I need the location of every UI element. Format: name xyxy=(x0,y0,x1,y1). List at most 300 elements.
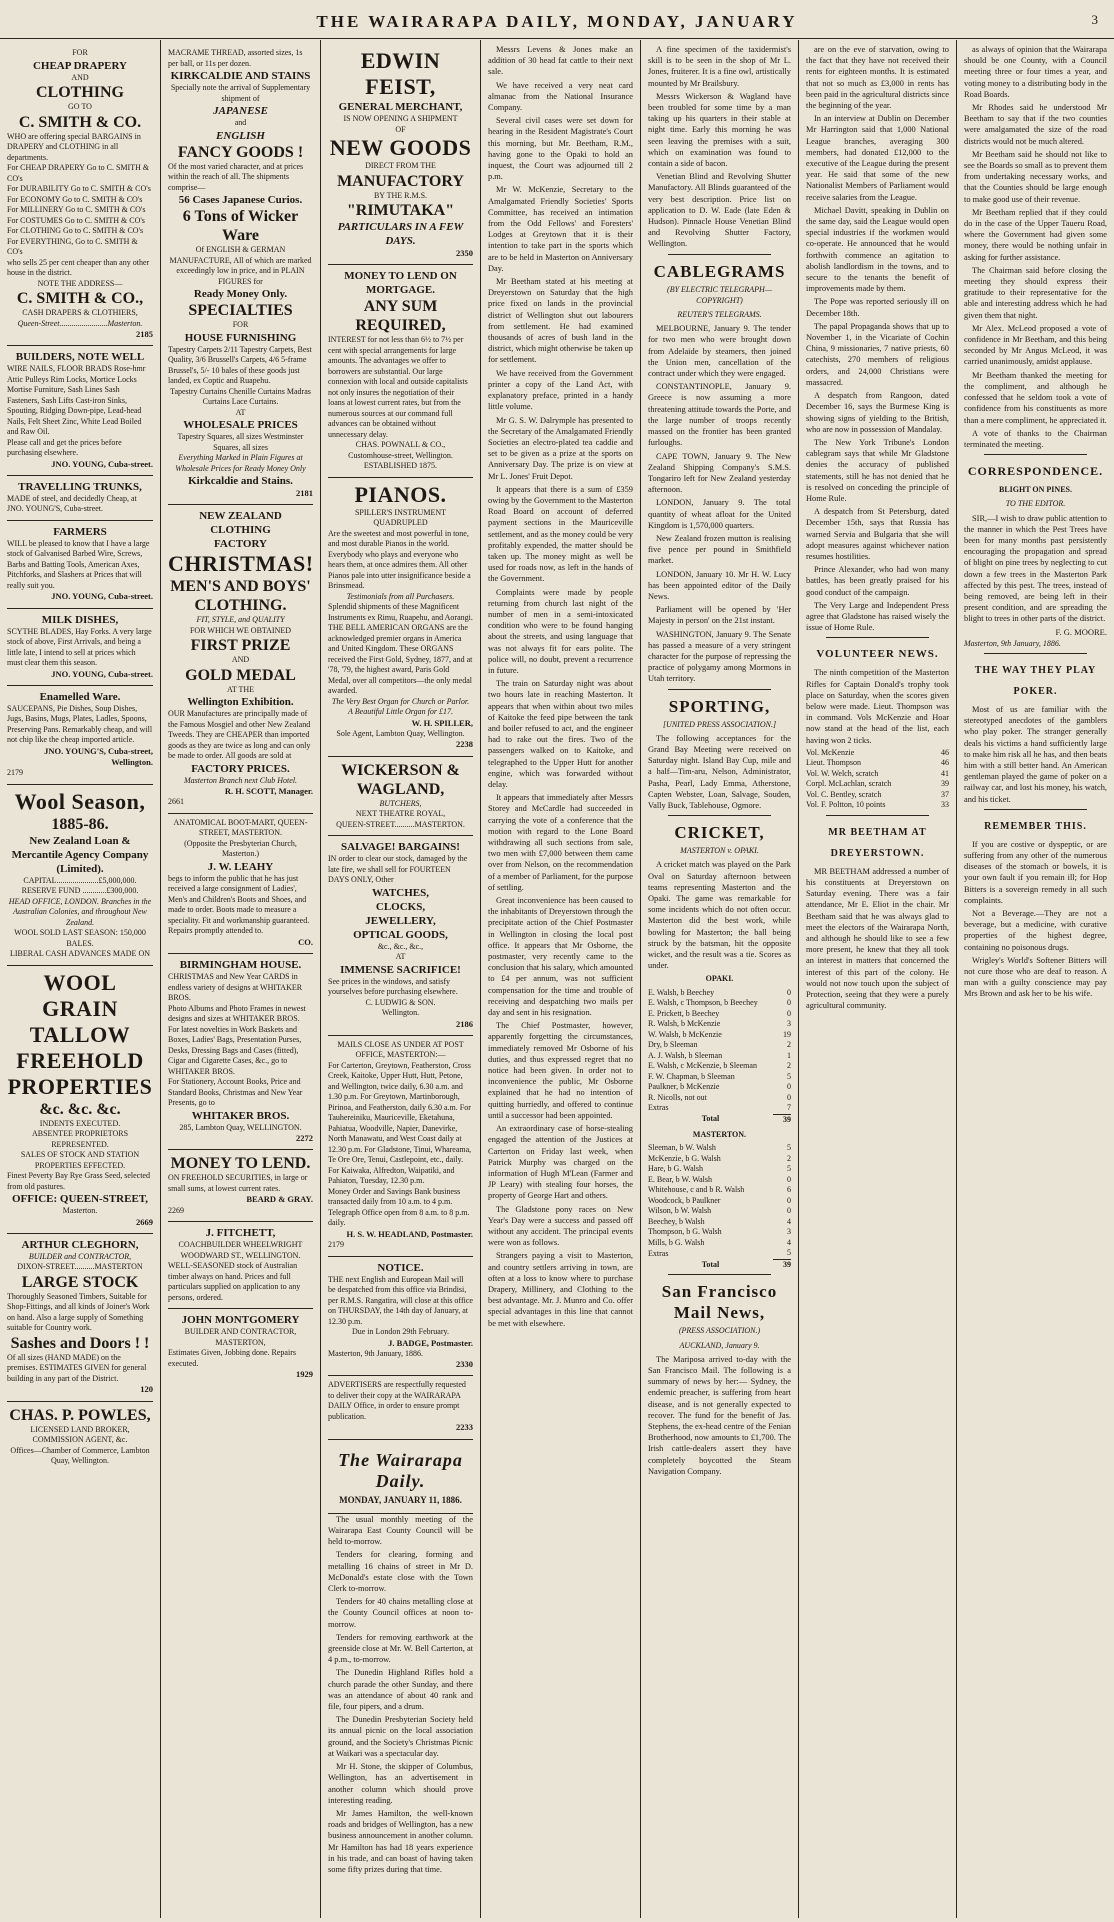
score-row xyxy=(648,1009,791,1020)
score-row xyxy=(806,800,949,811)
letter-signature: F. G. MOORE. xyxy=(1055,626,1107,637)
ad-list-item: For ECONOMY Go to C. SMITH & CO's xyxy=(7,194,143,204)
local-news xyxy=(328,1514,473,1875)
score-name: McKenzie, b G. Walsh xyxy=(648,1153,721,1163)
score-value: 19 xyxy=(783,1029,791,1039)
score-name: Vol. F. Poltton, 10 points xyxy=(806,800,886,810)
score-name: Whitehouse, c and b R. Walsh xyxy=(648,1185,745,1195)
news-paragraph: A despatch from Rangoon, dated December 16, says the Burmese King is showing signs of yielding to the British, who are now in possession of Mandalay. xyxy=(806,391,949,434)
score-value: 0 xyxy=(787,1174,791,1184)
news-paragraph: Mr Beetham said he should not like to see the Boards so small as to prevent them from undertaking necessary works, and that the Counties should be large enough to make good use of their revenue. xyxy=(964,149,1107,204)
ad-text: Due in London 29th February. xyxy=(351,1327,450,1337)
ad-heading: EDWIN FEIST, xyxy=(360,48,441,99)
ad-body: Finest Peverty Bay Rye Grass Seed, selected from old pastures. xyxy=(7,1171,150,1191)
news-paragraph: The Dunedin Presbyterian Society held its annual picnic on the local association ground, and the Society's Christmas Picnic at Waikari was a spectacular day. xyxy=(328,1715,473,1758)
ad-list-item: For MILLINERY Go to C. SMITH & CO's xyxy=(7,205,146,214)
ad-kirkcaldie xyxy=(168,44,313,505)
score-value: 4 xyxy=(787,1237,791,1247)
ad-text: FOR WHICH WE OBTAINED xyxy=(189,625,292,635)
ad-heading: ANY SUM REQUIRED, xyxy=(355,298,446,335)
ad-body: who sells 25 per cent cheaper than any other house in the district. xyxy=(7,257,150,277)
ad-heading: MONEY TO LEND ON MORTGAGE. xyxy=(344,270,457,297)
paper-nameplate xyxy=(328,1440,473,1514)
cable-item: CONSTANTINOPLE, January 9. Greece is now assuming a more threatening attitude towards the Porte, and the large number of troops recently massed on the frontier has been granted furloughs. xyxy=(648,382,791,448)
news-paragraph: The Very Large and Independent Press agree that Gladstone has raised wisely the issue of Home Rule. xyxy=(806,600,949,633)
score-row xyxy=(648,1206,791,1217)
ad-heading: MAILS CLOSE AS UNDER AT POST OFFICE, MASTERTON:— xyxy=(337,1039,464,1060)
score-value: 4 xyxy=(787,1216,791,1226)
score-row xyxy=(648,1248,791,1259)
column-2 xyxy=(160,40,320,1918)
section-title-sporting: SPORTING, xyxy=(668,696,771,716)
section-title-remember: REMEMBER THIS. xyxy=(984,820,1087,832)
ad-text: FIT, STYLE, and QUALITY xyxy=(196,615,285,625)
ad-text: AT xyxy=(395,952,406,962)
score-name: Wilson, b W. Walsh xyxy=(648,1206,712,1216)
ad-body: WELL-SEASONED stock of Australian timber always on hand. Prices and full particulars supplied on application to any persons, ordered. xyxy=(168,1261,301,1302)
news-paragraph: as always of opinion that the Wairarapa should be one County, with a Council meeting three or four times a year, and voting money to a distributing body in the Road Boards. xyxy=(964,45,1107,99)
news-paragraph: Mr Rhodes said he understood Mr Beetham to say that if the two counties were amalgamated the size of the road districts would not be much altered. xyxy=(964,103,1107,146)
score-row xyxy=(806,779,949,790)
ad-text: NOTE THE ADDRESS— xyxy=(37,278,123,288)
score-value: 39 xyxy=(941,779,949,789)
ad-signature: C. LUDWIG & SON. xyxy=(365,997,436,1007)
score-name: Dry, b Sleeman xyxy=(648,1040,698,1050)
ad-text: DAYS. xyxy=(385,235,416,247)
ad-text: QUEEN-STREET..........MASTERTON. xyxy=(336,819,465,829)
team-title: MASTERTON. xyxy=(692,1130,747,1140)
ad-milk-dishes xyxy=(7,609,153,686)
ad-text: OF xyxy=(395,124,406,134)
score-name: Vol. McKenzie xyxy=(806,747,855,757)
news-paragraph: are on the eve of starvation, owing to the fact that they have not received their rents for eighteen months. It is estimated that not so much as £3,000 in rents has been paid in the agricultural districts since the beginning of the year. xyxy=(806,45,949,111)
ad-signature: R. H. SCOTT, Manager. xyxy=(224,786,313,797)
score-row xyxy=(648,1154,791,1165)
divider xyxy=(668,1274,771,1275)
news-paragraph: MR BEETHAM addressed a number of his constituents at Dreyerstown on Saturday evening. There was a fair attendance, Mr E. Eliot in the chair. Mr Beetham said that he was always glad to meet the electors of the Wairarapa North, and although he should like to see a few more present, he knew that they all took an interest in matters that concerned the interest of this part of the colony. He would not now touch upon the subject of Protection, seeing that they were a purely agricultural community. xyxy=(806,866,949,1011)
ad-text: Wellington. xyxy=(381,1008,420,1018)
ad-heading: BUILDERS, NOTE WELL xyxy=(15,351,145,364)
ad-heading: C. SMITH & CO., xyxy=(16,290,144,307)
news-paragraph: The Chief Postmaster, however, apparently forgetting the circumstances, immediately removed Mr Osborne of his duties, and thus expressed regret that no notice had been given. In order not to inconvenience the public, Mr Osborne explained that he had no intention of quitting hurriedly, and offered to continue until a successor had been appointed. xyxy=(488,1021,633,1120)
ad-ref: 2233 xyxy=(456,1422,473,1433)
section-title-volunteer: VOLUNTEER NEWS. xyxy=(816,648,939,661)
news-paragraph: Messrs Wickerson & Wagland have been troubled for some time by a man taking up his quarters in their stable at night time. Early this morning he was seen leaving the premises with a suit, which on examination was found to contain a side of bacon. xyxy=(648,91,791,169)
section-title-cricket: CRICKET, xyxy=(674,823,765,843)
ad-signature: JNO. YOUNG'S, Cuba-street, Wellington. xyxy=(44,745,153,768)
ad-money-to-lend xyxy=(168,1150,313,1222)
ad-body: Thoroughly Seasoned Timbers, Suitable for Shop-Fittings, and all kinds of Joiner's Work on hand. Also a large supply of Something suitable for Country work. xyxy=(7,1291,150,1333)
news-paragraph: The ninth competition of the Masterton Rifles for Captain Donald's trophy took place on Saturday, when the scores given below were made. Lieut. Thompson was in command. Vols McKenzie and Hoar now stand at the head of the list, each having won 2 ticks. xyxy=(806,668,949,745)
column-5 xyxy=(640,40,798,1918)
score-row xyxy=(648,1217,791,1228)
ad-heading: 56 Cases Japanese Curios. xyxy=(178,194,303,206)
news-paragraph: Mr Beetham replied that if they could do in the case of the Upper Taueru Road, where the Government had given some money, there would be nothing unfair in asking for further assistance. xyxy=(964,207,1107,262)
score-row xyxy=(648,988,791,999)
ad-signature: JNO. YOUNG, Cuba-street. xyxy=(51,458,153,469)
ad-advertisers-note xyxy=(328,1376,473,1439)
score-value: 2 xyxy=(787,1040,791,1050)
cable-item: CAPE TOWN, January 9. The New Zealand Shipping Company's S.M.S. Tongariro left for New Zealand yesterday afternoon. xyxy=(648,451,791,495)
ad-text: INDENTS EXECUTED. xyxy=(39,1118,121,1128)
ad-text: IS NOW OPENING A SHIPMENT xyxy=(343,114,458,123)
ad-text: Masterton, 9th January, 1886. xyxy=(328,1348,424,1358)
score-name: Paulkner, b McKenzie xyxy=(648,1082,720,1092)
divider xyxy=(984,454,1087,455)
ad-heading: WICKERSON & WAGLAND, xyxy=(341,761,460,798)
ad-body: WIRE NAILS, FLOOR BRADS Rose-hmr Attic Pulleys Rim Locks, Mortice Locks Mortise Furniture, Sash Lines Sash Fasteners, Sash Lifts Cast-iron Sinks, Spouting, Ridging Down-pipe, Lead-head Nails, Felt Sheet Zinc, White Lead Boiled and Raw Oil. xyxy=(7,364,146,437)
ad-list-item: For CHEAP DRAPERY Go to C. SMITH & CO's xyxy=(7,163,150,183)
news-paragraph: An extraordinary case of horse-stealing engaged the attention of the Justices at Carterton on Friday last week, when Patrick Murphy was charged on the information of Hugh M'Lean (Farmer and JP Leary) with stealing four horses, the property of George Hart and others. xyxy=(488,1124,633,1201)
ad-body: SCYTHE BLADES, Hay Forks. A very large stock of above, First Arrivals, and being a little late, I intend to sell at prices which must clear them this season. xyxy=(7,626,152,668)
score-row xyxy=(648,1072,791,1083)
ad-body: begs to inform the public that he has just received a large consignment of Ladies', Men's and Children's Boots and Shoes, and made to order. Boots made to measure a speciality. Fit and workmanship guaranteed. Repairs promptly attended to. xyxy=(168,873,310,936)
ad-heading: CLOTHING. xyxy=(194,597,287,615)
ad-heading: J. W. LEAHY xyxy=(207,860,274,873)
ad-ref: 2179 xyxy=(328,1240,344,1250)
ad-heading: J. FITCHETT, xyxy=(205,1227,276,1240)
ad-heading: FIRST PRIZE xyxy=(190,637,291,655)
ad-body: Of all sizes (HAND MADE) on the premises. ESTIMATES GIVEN for general building in any part of the District. xyxy=(7,1352,147,1383)
section-subtitle: [UNITED PRESS ASSOCIATION.] xyxy=(662,719,777,729)
ad-ref: 120 xyxy=(140,1384,153,1395)
ad-powles xyxy=(7,1402,153,1472)
ad-list-item: JEWELLERY, xyxy=(365,914,436,927)
ad-heading: JAPANESE xyxy=(213,105,268,117)
ad-body: IN order to clear our stock, damaged by the late fire, we shall sell for FOURTEEN DAYS ONLY, Other xyxy=(328,854,468,885)
news-paragraph: Prince Alexander, who had won many battles, has been greatly praised for his good conduct of the campaign. xyxy=(806,565,949,597)
score-value: 6 xyxy=(787,1185,791,1195)
ad-enamelled-ware xyxy=(7,686,153,785)
ad-heading: PIANOS. xyxy=(354,481,447,507)
ad-heading: HOUSE FURNISHING xyxy=(184,331,297,344)
ad-text: (Opposite the Presbyterian Church, Masterton.) xyxy=(184,838,297,859)
news-paragraph: Tenders for 40 chains metalling close at the County Council offices at noon to-morrow. xyxy=(328,1597,473,1629)
ad-body: ON FREEHOLD SECURITIES, in large or small sums, at lowest current rates. xyxy=(168,1173,308,1193)
ad-list-item: For EVERYTHING, Go to C. SMITH & CO's xyxy=(7,236,138,256)
score-row xyxy=(648,1103,791,1114)
ad-text: FOR xyxy=(72,48,88,57)
ad-heading: JOHN MONTGOMERY xyxy=(181,1314,300,1327)
paper-title: The Wairarapa Daily. xyxy=(338,1449,463,1491)
ad-text: LICENSED LAND BROKER, COMMISSION AGENT, &c. xyxy=(30,1424,130,1445)
news-paragraph: Mr James Hamilton, the well-known roads and bridges of Wellington, has a new business announcement in another column. Mr Hamilton has had 18 years experience in his trade, and can boast of having taken some fifty prizes during that time. xyxy=(328,1808,473,1874)
ad-ref: 2350 xyxy=(456,248,473,258)
ad-heading: LARGE STOCK xyxy=(21,1273,139,1291)
ad-heading: IMMENSE SACRIFICE! xyxy=(340,963,461,976)
score-name: W. Walsh, b McKenzie xyxy=(648,1029,722,1039)
news-paragraph: Not a Beverage.—They are not a beverage, but a medicine, with curative properties of the highest degree, containing no poisonous drugs. xyxy=(964,909,1107,952)
news-paragraph: A vote of thanks to the Chairman terminated the meeting. xyxy=(964,428,1107,449)
cable-item: New Zealand frozen mutton is realising five pence per pound in Smithfield market. xyxy=(648,533,791,566)
score-row xyxy=(648,1185,791,1196)
score-name: Woodcock, b Paulkner xyxy=(648,1195,721,1205)
ad-text: BUILDER and CONTRACTOR, xyxy=(28,1251,132,1261)
ad-ref: 2181 xyxy=(296,488,313,498)
score-row xyxy=(648,1093,791,1104)
ad-heading: NEW ZEALAND CLOTHING xyxy=(199,510,282,537)
score-name: Vol. C. Bentley, scratch xyxy=(806,789,882,799)
ad-body: ADVERTISERS are respectfully requested to deliver their copy at the WAIRARAPA DAILY Office, in order to ensure prompt publication. xyxy=(328,1380,466,1421)
ad-heading: MONEY TO LEND. xyxy=(170,1155,311,1173)
ad-text: The Very Best Organ for Church or Parlor. xyxy=(331,696,470,706)
ad-heading: CHAS. P. POWLES, xyxy=(9,1406,151,1424)
ad-heading: PROPERTIES xyxy=(7,1073,153,1099)
ad-text: BUTCHERS, xyxy=(379,798,422,808)
ad-body: Are the sweetest and most powerful in tone, and most durable Pianos in the world. Everybody who plays and everyone who hears them, at once admires them. All other Pianos pale into utter insignificance beside a Brinsmead. xyxy=(328,528,471,591)
score-value: 3 xyxy=(787,1019,791,1029)
ad-text: Customhouse-street, Wellington. xyxy=(348,450,453,460)
ad-ref: 2238 xyxy=(456,739,473,750)
score-value: 0 xyxy=(787,1082,791,1092)
ad-heading: OFFICE: QUEEN-STREET, xyxy=(11,1193,149,1206)
section-title-correspondence: CORRESPONDENCE. xyxy=(967,464,1104,479)
ad-body: For Stationery, Account Books, Price and Standard Books, Christmas and New Year Presents, go to xyxy=(168,1077,303,1108)
ad-body: Please call and get the prices before purchasing elsewhere. xyxy=(7,437,122,458)
ad-heading: SPECIALTIES xyxy=(188,302,293,319)
paper-date: MONDAY, JANUARY 11, 1886. xyxy=(339,1494,462,1505)
score-row xyxy=(648,1019,791,1030)
section-subtitle: MASTERTON v. OPAKI. xyxy=(680,846,759,856)
score-row xyxy=(648,1051,791,1062)
ad-wool-season xyxy=(7,785,153,966)
ad-mortgage xyxy=(328,265,473,478)
ad-body: Tapestry Curtains Chenille Curtains Madras Curtains Lace Curtains. xyxy=(170,386,311,406)
ad-signature: H. S. W. HEADLAND, Postmaster. xyxy=(346,1228,473,1239)
divider xyxy=(668,689,771,690)
ad-signature: CHAS. POWNALL & CO., xyxy=(355,440,446,450)
score-row xyxy=(648,1196,791,1207)
news-paragraph: Tenders for clearing, forming and metalling 16 chains of street in Mr D. McDonald's estate close with the Town Clerk to-morrow. xyxy=(328,1550,473,1594)
ad-text: AT THE xyxy=(226,684,255,694)
ad-body: Estimates Given, Jobbing done. Repairs executed. xyxy=(168,1348,296,1368)
news-paragraph: Venetian Blind and Revolving Shutter Manufactory. All Blinds guaranteed of the very best description. Price list on application to D. W. Eade (late Eden & Hudson). Pinnacle House Venetian Blind and Revolving Shutter Factory, Wellington. xyxy=(648,172,791,249)
ad-text: AND xyxy=(71,72,89,82)
ad-body: HEAD OFFICE, LONDON. Branches in the Australian Colonies, and throughout New Zealand. xyxy=(8,896,152,927)
divider xyxy=(668,815,771,816)
ad-body: See prices in the windows, and satisfy yourselves before purchasing elsewhere. xyxy=(328,976,458,997)
score-total-row xyxy=(648,1259,791,1270)
letter-addressee: TO THE EDITOR. xyxy=(1005,499,1066,509)
news-paragraph: Wrigley's World's Softener Bitters will not cure those who are deaf to reason. A man with a guilty conscience may pay Mrs Brown and ask her to be his wife. xyxy=(964,955,1107,999)
ad-ref: 2669 xyxy=(136,1216,153,1227)
ad-pianos xyxy=(328,478,473,757)
news-paragraph: A despatch from St Petersburg, dated December 15th, says that Russia has warned Servia and Bulgaria that she will adopt measures against whichever nation resumes hostilities. xyxy=(806,507,949,561)
masthead-title: THE WAIRARAPA DAILY, MONDAY, JANUARY xyxy=(316,12,798,31)
score-name: E. Prickett, b Beechey xyxy=(648,1008,720,1018)
ad-fitchett xyxy=(168,1222,313,1309)
score-value: 5 xyxy=(787,1071,791,1081)
ad-body: For Carterton, Greytown, Featherston, Cross Creek, Kaitoke, Upper Hutt, Hutt, Petone, and Wellington, twice daily, 6.30 a.m. and 1.30 p.m. For Greytown, Martinborough, Pirinoa, and Featherston, daily 6.30 a.m. For Tauhereiniku, Mauriceville, Eketahuna, Pahiatua, Woodville, Napier, Danevirke, North Manawatu, and West Coast daily at 12.30 p.m. For Gladstone, Tinui, Whareama, Te Ore Ore, Tenui, Castlepoint, etc., daily. For Kaiwaka, Alfredton, Waipatiki, and Pahiaton, Tuesday, 12.30 p.m. xyxy=(328,1060,472,1186)
ad-signature: WHITAKER BROS. xyxy=(191,1109,290,1122)
score-row xyxy=(648,1238,791,1249)
column-6 xyxy=(798,40,956,1918)
ad-text: CASH DRAPERS & CLOTHIERS, xyxy=(22,308,138,317)
ad-list-item: For COSTUMES Go to C. SMITH & CO's xyxy=(7,215,145,225)
ad-list-item: OPTICAL GOODS, xyxy=(353,928,448,941)
ad-text: FOR xyxy=(232,320,249,329)
ad-heading: Wool Season, xyxy=(14,788,146,814)
ad-text: BUILDER AND CONTRACTOR, xyxy=(184,1327,297,1337)
ad-text: DIRECT FROM THE xyxy=(365,161,436,170)
ad-text: DIXON-STREET..........MASTERTON xyxy=(17,1262,143,1272)
score-value: 0 xyxy=(787,987,791,997)
column-7 xyxy=(956,40,1114,1918)
ad-signature: JNO. YOUNG, Cuba-street. xyxy=(51,591,153,602)
letter-date: Masterton, 9th January, 1886. xyxy=(964,638,1061,648)
score-value: 2 xyxy=(787,1061,791,1071)
ad-text: AND xyxy=(231,655,250,665)
score-value: 1 xyxy=(787,1050,791,1060)
score-total-row xyxy=(648,1114,791,1125)
ad-body: Specially note the arrival of Supplementary shipment of xyxy=(170,83,311,103)
ad-heading: WOOL xyxy=(43,969,117,995)
ad-text: ABSENTEE PROPRIETORS REPRESENTED. xyxy=(31,1129,129,1149)
ad-text: SPILLER'S INSTRUMENT QUADRUPLED xyxy=(354,507,446,528)
score-value: 0 xyxy=(787,1008,791,1018)
ad-signature: W. H. SPILLER, xyxy=(411,717,473,728)
section-title-poker: THE WAY THEY PLAY POKER. xyxy=(974,664,1097,697)
ad-body: INTEREST for not less than 6½ to 7½ per cent with special arrangements for large amounts. The advantages we offer to borrowers are substantial. Our large connexion with local and outside capitalists not only insures the negotiation of their loans at lowest current rates, but from the numerous sources at our command full advances can be obtained without unnecessary delay. xyxy=(328,335,468,439)
score-value: 37 xyxy=(941,789,949,799)
ad-heading: SALVAGE! BARGAINS! xyxy=(341,841,460,854)
score-name: Extras xyxy=(648,1248,669,1258)
score-value: 5 xyxy=(787,1164,791,1174)
ad-body: OUR Manufactures are principally made of the Famous Mosgiel and other New Zealand Tweeds. They are CHEAPER than imported goods as they are twice as long and can only be made to order. All goods are sold at xyxy=(168,709,311,761)
score-row xyxy=(648,998,791,1009)
ad-c-smith xyxy=(7,44,153,346)
ad-signature: BEARD & GRAY. xyxy=(246,1194,313,1205)
ad-body: SAUCEPANS, Pie Dishes, Soup Dishes, Jugs, Basins, Mugs, Plates, Ladles, Spoons, Preserving Pans. Remarkably cheap, and will not chip like the cheap imported article. xyxy=(7,703,153,745)
news-paragraph: The usual monthly meeting of the Wairarapa East County Council will be held to-morrow. xyxy=(328,1514,473,1547)
ad-text: Testimonials from all Purchasers. xyxy=(346,591,455,601)
ad-birmingham-house xyxy=(168,954,313,1150)
score-name: Lieut. Thompson xyxy=(806,758,861,768)
ad-heading: Ready Money Only. xyxy=(193,288,288,300)
scorecard-opaki xyxy=(648,988,791,1126)
masthead xyxy=(0,0,1114,39)
ad-ref: 2185 xyxy=(136,329,153,339)
ad-farmers xyxy=(7,521,153,609)
score-value: 46 xyxy=(941,758,949,768)
cable-item: LONDON, January 9. The total quantity of wheat afloat for the United Kingdom is 1,570,000 quarters. xyxy=(648,498,791,530)
news-paragraph: The New York Tribune's London cablegram says that while Mr Gladstone denies the accuracy of published statements, still he has not denied that he is resolved on conceding the principle of Home Rule. xyxy=(806,437,949,503)
ad-body: Tapestry Carpets 2/11 Tapestry Carpets, Best Quality, 3/6 Brussell's Carpets, 4/6 5-frame Brussel's, 5/- 10 bales of these goods just landed, ex Coptic and Ruapehu. xyxy=(168,344,312,385)
ad-text: A Beautiful Little Organ for £17. xyxy=(348,707,453,717)
ad-text: CAPITAL.....................£5,000,000. xyxy=(23,875,137,885)
ad-signature: JNO. YOUNG, Cuba-street. xyxy=(51,668,153,679)
news-paragraph: Great inconvenience has been caused to the inhabitants of Dreyerstown through the precipitate action of the Chief Postmaster in Wellington in closing the local post office. It appears that Mr Osborne, the postmaster, very recently came to the conclusion that his salary, which amounted to £4 per annum, was not sufficient compensation for the time and trouble of receiving and despatching two mails per day and sent in his resignation. xyxy=(488,896,633,1018)
ad-text: LIBERAL CASH ADVANCES MADE ON xyxy=(9,949,150,959)
ad-boot-mart xyxy=(168,814,313,954)
score-value: 46 xyxy=(941,747,949,757)
news-paragraph: The train on Saturday night was about two hours late in reaching Masterton. It appears that when within about two miles of Kaitoke the feed pipe between the tank and boiler refused to act, and the engineer had to rake out the fires. Two of the passengers walked on to Kaitoke, and telegraphed to the Upper Hutt for another engine, which was forwarded without delay. xyxy=(488,679,633,789)
page-number: 3 xyxy=(1091,12,1098,27)
news-paragraph: Complaints were made by people returning from church last night of the number of men in a semi-intoxicated condition who were to be found hanging about the streets, and using language that was not always fit for ears polite. The police will, no doubt, prevent a recurrence in future. xyxy=(488,587,633,675)
score-name: F. W. Chapman, b Sleeman xyxy=(648,1071,735,1081)
score-name: Vol. W. Welch, scratch xyxy=(806,768,879,778)
ad-heading: MILK DISHES, xyxy=(41,613,119,626)
ad-heading: ANATOMICAL BOOT-MART, QUEEN-STREET, MASTERTON. xyxy=(173,817,308,838)
news-paragraph: The Pope was reported seriously ill on December 18th. xyxy=(806,297,949,318)
ad-ref: 2186 xyxy=(456,1018,473,1029)
score-name: E. Bear, b W. Walsh xyxy=(648,1174,712,1184)
ad-wickerson xyxy=(328,757,473,837)
news-paragraph: Mr Beetham thanked the meeting for the compliment, and although he confessed that he seldom took a vote of confidence from his constituents as more than a mere compliment, he appreciated it. xyxy=(964,370,1107,425)
ad-body: MACRAME THREAD, assorted sizes, 1s per ball, or 11s per dozen. xyxy=(168,48,303,68)
ad-heading: Enamelled Ware. xyxy=(39,690,121,703)
ad-heading: CHRISTMAS! xyxy=(168,551,314,577)
news-paragraph: A fine specimen of the taxidermist's skill is to be seen in the shop of Mr L. Jones, fruiterer. It is a fine owl, artistically mounted by Mr Brailsbury. xyxy=(648,45,791,88)
ad-text: and xyxy=(234,118,247,127)
score-row xyxy=(806,758,949,769)
ad-heading: 6 Tons of Wicker Ware xyxy=(182,208,299,244)
ad-heading: KIRKCALDIE AND STAINS xyxy=(170,70,311,82)
ad-trunks xyxy=(7,476,153,521)
news-paragraph: Mr W. McKenzie, Secretary to the Amalgamated Friendly Societies' Sports Committee, has received an intimation from the Odd Fellows' and Foresters' Lodges at Greytown that it is their intention to take part in the sports which are to be held in Masterton on Anniversary Day. xyxy=(488,185,633,273)
ad-body: CHRISTMAS and New Year CARDS in endless variety of designs at WHITAKER BROS. xyxy=(168,972,303,1003)
ad-body: THE BELL AMERICAN ORGANS are the acknowledged premier organs in America and United Kingdom. These ORGANS received the First Gold, Sydney, 1877, and at '78, '79, the highest award, Paris Gold Medal, over all competitors—the only medal awarded. xyxy=(328,623,473,696)
ad-list-item: CLOCKS, xyxy=(375,900,426,913)
score-value: 0 xyxy=(787,998,791,1008)
news-paragraph: The Dunedin Highland Rifles hold a church parade the other Sunday, and there was an attendance of about 40 rank and file, four pipers, and a drum. xyxy=(328,1668,473,1712)
ad-body: Splendid shipments of these Magnificent Instruments ex Rimu, Ruapehu, and Aorangi. xyxy=(328,602,473,622)
ad-heading: GOLD MEDAL xyxy=(185,666,296,684)
divider xyxy=(984,809,1087,810)
ad-heading: NOTICE. xyxy=(377,1261,424,1274)
ad-heading: ENGLISH xyxy=(216,129,265,142)
news-paragraph: Most of us are familiar with the stereotyped anecdotes of the gamblers who play poker. The stranger generally deals his victims a hand sufficiently large to make him risk all he has, and then beats him with a still better hand. An American gentleman played the game of poker on a railway car, and lost his money, his watch, and his ticket. xyxy=(964,704,1107,804)
ad-body: For latest novelties in Work Baskets and Boxes, Ladies' Bags, Presentation Purses, Desks, Dressing Bags and Cases (fitted), Cigar and Cigarette Cases, &c., go to WHITAKER BROS. xyxy=(168,1024,302,1076)
ad-heading: GENERAL MERCHANT, xyxy=(338,101,463,113)
score-name: Sleeman, b W. Walsh xyxy=(648,1143,716,1153)
score-total-value: 39 xyxy=(773,1259,791,1270)
score-row xyxy=(806,769,949,780)
score-value: 33 xyxy=(941,800,949,810)
ad-body: THE next English and European Mail will be despatched from this office via Brindisi, per R.M.S. Rangatira, will close at this office on THURSDAY, the 14th day of January, at 12.30 p.m. xyxy=(328,1274,473,1326)
score-row xyxy=(648,1164,791,1175)
ad-body: WHO are offering special BARGAINS in DRAPERY and CLOTHING in all departments. xyxy=(7,131,141,162)
ad-body: Of ENGLISH & GERMAN MANUFACTURE, All of which are marked exceedingly low in price, and in PLAIN FIGURES for xyxy=(169,245,312,286)
ad-cleghorn xyxy=(7,1234,153,1402)
ad-text: Masterton. xyxy=(62,1206,98,1216)
divider xyxy=(826,637,929,638)
news-paragraph: Mr Beetham stated at his meeting at Dreyerstown on Saturday that the high price fixed on lands in the provincial district of Wellington shut out labourers from settlement. He had examined thousands of acres of bush land in the district, which might otherwise be taken up for settlement. xyxy=(488,277,633,365)
news-paragraph: A cricket match was played on the Park Oval on Saturday afternoon between teams representing Masterton and the Opaki. The game was remarkable for some incidents which do not often occur. Masterton did the best work, while bowling for Masterton; the ball being struck by the batsman, hit the opposite wicket, and the result was a tie. Scores as under. xyxy=(648,860,791,971)
score-name: Beechey, b Walsh xyxy=(648,1216,705,1226)
score-row xyxy=(648,1030,791,1041)
ad-heading: TALLOW xyxy=(29,1021,131,1047)
score-name: Mills, b G. Walsh xyxy=(648,1237,705,1247)
news-paragraph: It appears that immediately after Messrs Storey and McCardle had succeeded in carrying the vote of a conference that the motion with regard to the Lone Board withdrawing all such sections from sale, two men with £7,000 between them came over from Nelson, on the recommendation of a member of Parliament, for the purpose of settling. xyxy=(488,793,633,892)
ad-list-item: WATCHES, xyxy=(372,886,429,899)
news-paragraph: It appears that there is a sum of £359 owing by the Government to the Masterton Road Board on account of deferred payment sections in the Mauriceville settlement, and as the money could be very profitably expended, the matter should be taken up. The money might as well be used for roads now, as left in the hands of the Government. xyxy=(488,484,633,584)
news-paragraph: Messrs Levens & Jones make an addition of 30 head fat cattle to their next sale. xyxy=(488,45,633,77)
ad-heading: 1885-86. xyxy=(51,815,109,833)
ad-text: BY THE R.M.S. xyxy=(373,190,428,200)
ad-text: GO TO xyxy=(68,102,92,111)
volunteer-scores xyxy=(806,748,949,811)
ad-heading: "RIMUTAKA" xyxy=(346,202,455,219)
news-paragraph: Mr G. S. W. Dalrymple has presented to the Secretary of the Amalgamated Friendly Societies an electro-plated tea caddie and set to be given as a prize at the sports on Anniversary Day. The prize is on view at Mr L. Jones' Fruit Depot. xyxy=(488,415,633,481)
score-name: E. Walsh, b Beechey xyxy=(648,987,715,997)
score-total-value: 39 xyxy=(773,1114,791,1125)
cable-item: WASHINGTON, January 9. The Senate has passed a measure of a very stringent character for the purpose of repressing the practice of polygamy among Mormons in Utah territory. xyxy=(648,629,791,684)
score-name: E. Walsh, c McKenzie, b Sleeman xyxy=(648,1061,757,1071)
section-subtitle: REUTER'S TELEGRAMS. xyxy=(677,310,762,320)
cable-item: Parliament will be opened by 'Her Majesty in person' on the 21st instant. xyxy=(648,605,791,626)
news-paragraph: Several civil cases were set down for hearing in the Resident Magistrate's Court this morning, but Mr. Beetham, R.M., having gone to the Opaki to hold an inquest, the Court was adjourned till 2 p.m. xyxy=(488,116,633,182)
